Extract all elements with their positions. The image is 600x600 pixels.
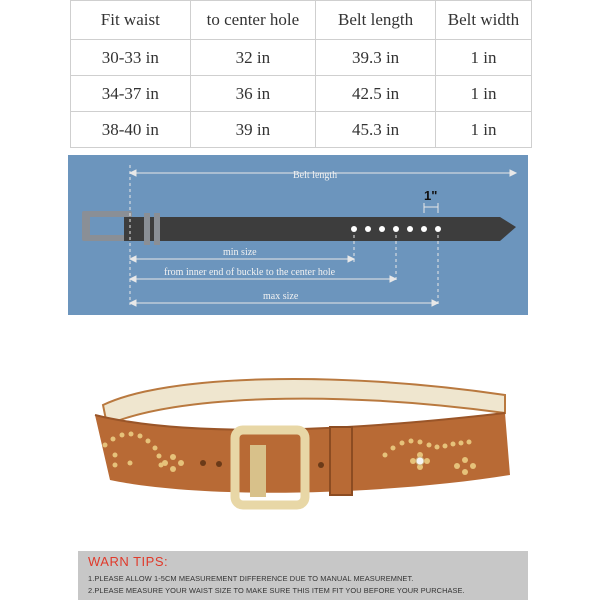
header-belt-width: Belt width [435, 1, 531, 40]
max-size-label: max size [263, 291, 299, 302]
table-cell: 38-40 in [71, 112, 191, 148]
belt-width-label: 1" [424, 188, 438, 203]
min-size-label: min size [223, 247, 257, 258]
header-center-hole: to center hole [190, 1, 316, 40]
belt-illustration [85, 335, 515, 545]
warn-tips-title: WARN TIPS: [88, 554, 169, 569]
table-header-row [71, 1, 532, 40]
table-cell: 30-33 in [71, 40, 191, 76]
table-cell: 1 in [435, 76, 531, 112]
table-cell: 45.3 in [316, 112, 436, 148]
belt-product-photo [85, 335, 515, 545]
table-row [71, 40, 532, 76]
table-cell: 39 in [190, 112, 316, 148]
center-hole-label: from inner end of buckle to the center hole [164, 267, 336, 278]
table-cell: 1 in [435, 40, 531, 76]
header-fit-waist: Fit waist [71, 1, 191, 40]
size-chart-table [70, 0, 532, 148]
table-cell: 42.5 in [316, 76, 436, 112]
belt-length-label: Belt length [293, 170, 338, 181]
belt-strap-shape [124, 217, 516, 241]
warn-tips-panel [78, 551, 528, 600]
table-cell: 39.3 in [316, 40, 436, 76]
header-belt-length: Belt length [316, 1, 436, 40]
table-cell: 36 in [190, 76, 316, 112]
table-row [71, 112, 532, 148]
warn-tip-1: 1.PLEASE ALLOW 1-5CM MEASUREMENT DIFFERENCE DUE TO MANUAL MEASUREMNET. [88, 574, 414, 583]
table-cell: 34-37 in [71, 76, 191, 112]
table-row [71, 76, 532, 112]
belt-loop-shape [144, 213, 150, 245]
warn-tip-2: 2.PLEASE MEASURE YOUR WAIST SIZE TO MAKE SURE THIS ITEM FIT YOU BEFORE YOUR PURCHASE. [88, 586, 465, 595]
table-cell: 32 in [190, 40, 316, 76]
table-cell: 1 in [435, 112, 531, 148]
belt-measurement-diagram [68, 155, 528, 315]
